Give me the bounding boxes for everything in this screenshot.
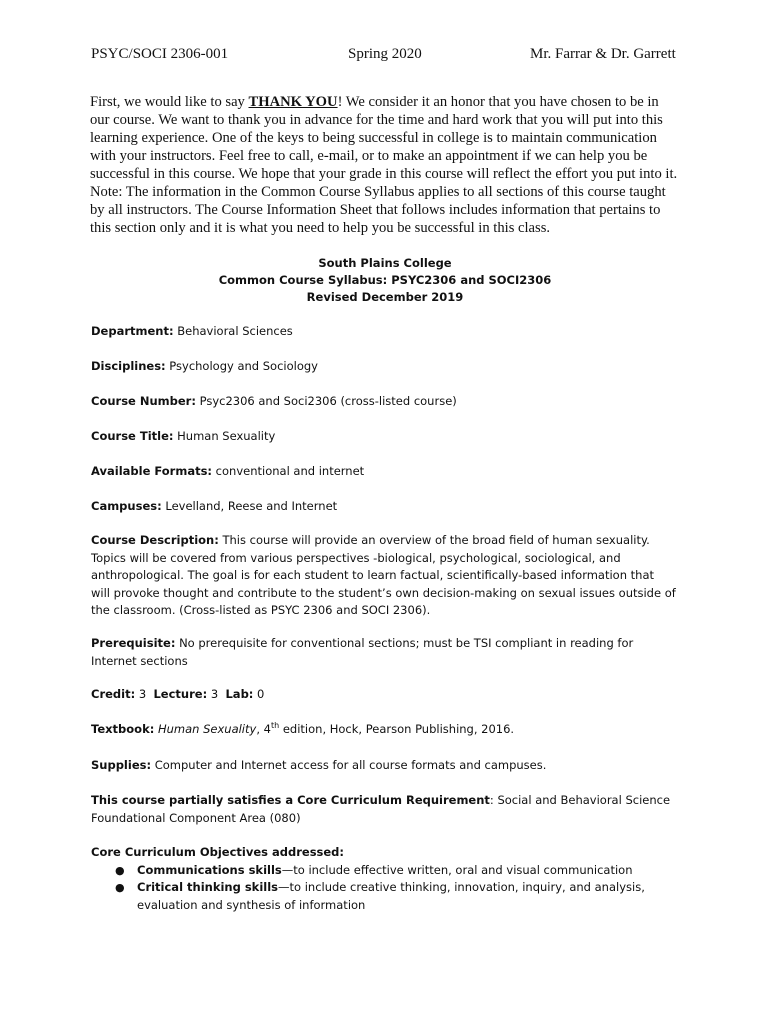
supplies-field <box>91 757 676 775</box>
lab-value: 0 <box>253 687 265 701</box>
college-name: South Plains College <box>318 256 452 270</box>
core-objectives-section <box>91 844 676 914</box>
lecture-label: Lecture: <box>153 687 208 701</box>
intro-text-pre: First, we would like to say <box>90 94 249 110</box>
campuses-label: Campuses: <box>91 499 162 513</box>
lecture-value: 3 <box>207 687 219 701</box>
intro-text-post: ! We consider it an honor that you have chosen to be in our course. We want to thank you in advance for the time and hard work that you will put into this learning experience. One of the keys to being successful in college is to maintain communication with your instructors. Feel free to call, e-mail, or to make an appointment if we can help you be successful in this course. We hope that your grade in this course will reflect the effort you put into it. <box>90 94 678 182</box>
textbook-details: edition, Hock, Pearson Publishing, 2016. <box>279 722 515 736</box>
list-item <box>91 862 676 880</box>
textbook-field <box>91 721 676 739</box>
prerequisite-label: Prerequisite: <box>91 636 176 650</box>
objective-label: Critical thinking skills <box>137 880 279 894</box>
formats-field <box>91 463 676 481</box>
core-requirement-value: : Social and Behavioral Science Foundational Component Area (080) <box>91 793 671 825</box>
disciplines-value: Psychology and Sociology <box>165 359 318 373</box>
syllabus-title: Common Course Syllabus: PSYC2306 and SOCI2306 <box>218 273 552 287</box>
course-title-label: Course Title: <box>91 429 174 443</box>
department-field <box>91 323 676 341</box>
supplies-label: Supplies: <box>91 758 152 772</box>
header-term: Spring 2020 <box>348 46 422 62</box>
core-requirement-field <box>91 792 676 827</box>
course-title-value: Human Sexuality <box>173 429 276 443</box>
core-objectives-label: Core Curriculum Objectives addressed: <box>91 845 345 859</box>
textbook-label: Textbook: <box>91 722 155 736</box>
objective-text: —to include creative thinking, innovation, inquiry, and analysis, evaluation and synthesis of information <box>137 880 645 912</box>
prerequisite-value: No prerequisite for conventional sections; must be TSI compliant in reading for Internet sections <box>91 636 634 668</box>
intro-note: Note: The information in the Common Course Syllabus applies to all sections of this course taught by all instructors. The Course Information Sheet that follows includes information that pertains to this section only and it is what you need to help you be successful in this class. <box>90 184 666 236</box>
course-description-value: This course will provide an overview of the broad field of human sexuality. Topics will be covered from various perspectives -biological, psychological, sociological, and anthropological. The goal is for each student to learn factual, scientifically-based information that will provoke thought and contribute to the student’s own decision-making on sexual issues outside of the classroom. (Cross-listed as PSYC 2306 and SOCI 2306). <box>91 533 676 617</box>
header-course-code: PSYC/SOCI 2306-001 <box>91 46 229 62</box>
prerequisite-field <box>91 635 676 670</box>
disciplines-field <box>91 358 676 376</box>
bullet-icon: ● <box>115 881 125 894</box>
course-description-field <box>91 532 676 620</box>
course-number-label: Course Number: <box>91 394 196 408</box>
textbook-edition-superscript: th <box>270 721 280 731</box>
textbook-edition: , 4 <box>256 722 271 736</box>
objective-text: —to include effective written, oral and visual communication <box>281 862 633 877</box>
campuses-value: Levelland, Reese and Internet <box>161 499 338 513</box>
objective-label: Communications skills <box>137 862 282 877</box>
lab-label: Lab: <box>225 687 254 701</box>
header-instructors: Mr. Farrar & Dr. Garrett <box>530 46 676 62</box>
formats-label: Available Formats: <box>91 464 213 478</box>
intro-section <box>90 93 680 237</box>
textbook-title: Human Sexuality <box>157 722 257 736</box>
course-number-value: Psyc2306 and Soci2306 (cross-listed course) <box>195 394 457 408</box>
credit-value: 3 <box>135 687 147 701</box>
core-objectives-list <box>91 862 676 915</box>
course-description-label: Course Description: <box>91 533 219 547</box>
credit-label: Credit: <box>91 687 136 701</box>
formats-value: conventional and internet <box>212 464 365 478</box>
core-requirement-label: This course partially satisfies a Core Curriculum Requirement <box>91 793 490 807</box>
supplies-value: Computer and Internet access for all course formats and campuses. <box>151 758 547 772</box>
credit-field <box>91 686 676 704</box>
list-item <box>91 879 676 914</box>
department-value: Behavioral Sciences <box>173 324 293 338</box>
syllabus-revised: Revised December 2019 <box>306 290 464 304</box>
course-number-field <box>91 393 676 411</box>
campuses-field <box>91 498 676 516</box>
bullet-icon: ● <box>115 863 125 877</box>
department-label: Department: <box>91 324 174 338</box>
thank-you-emphasis: THANK YOU <box>248 94 338 110</box>
disciplines-label: Disciplines: <box>91 359 166 373</box>
course-title-field <box>91 428 676 446</box>
intro-paragraph <box>90 93 680 183</box>
